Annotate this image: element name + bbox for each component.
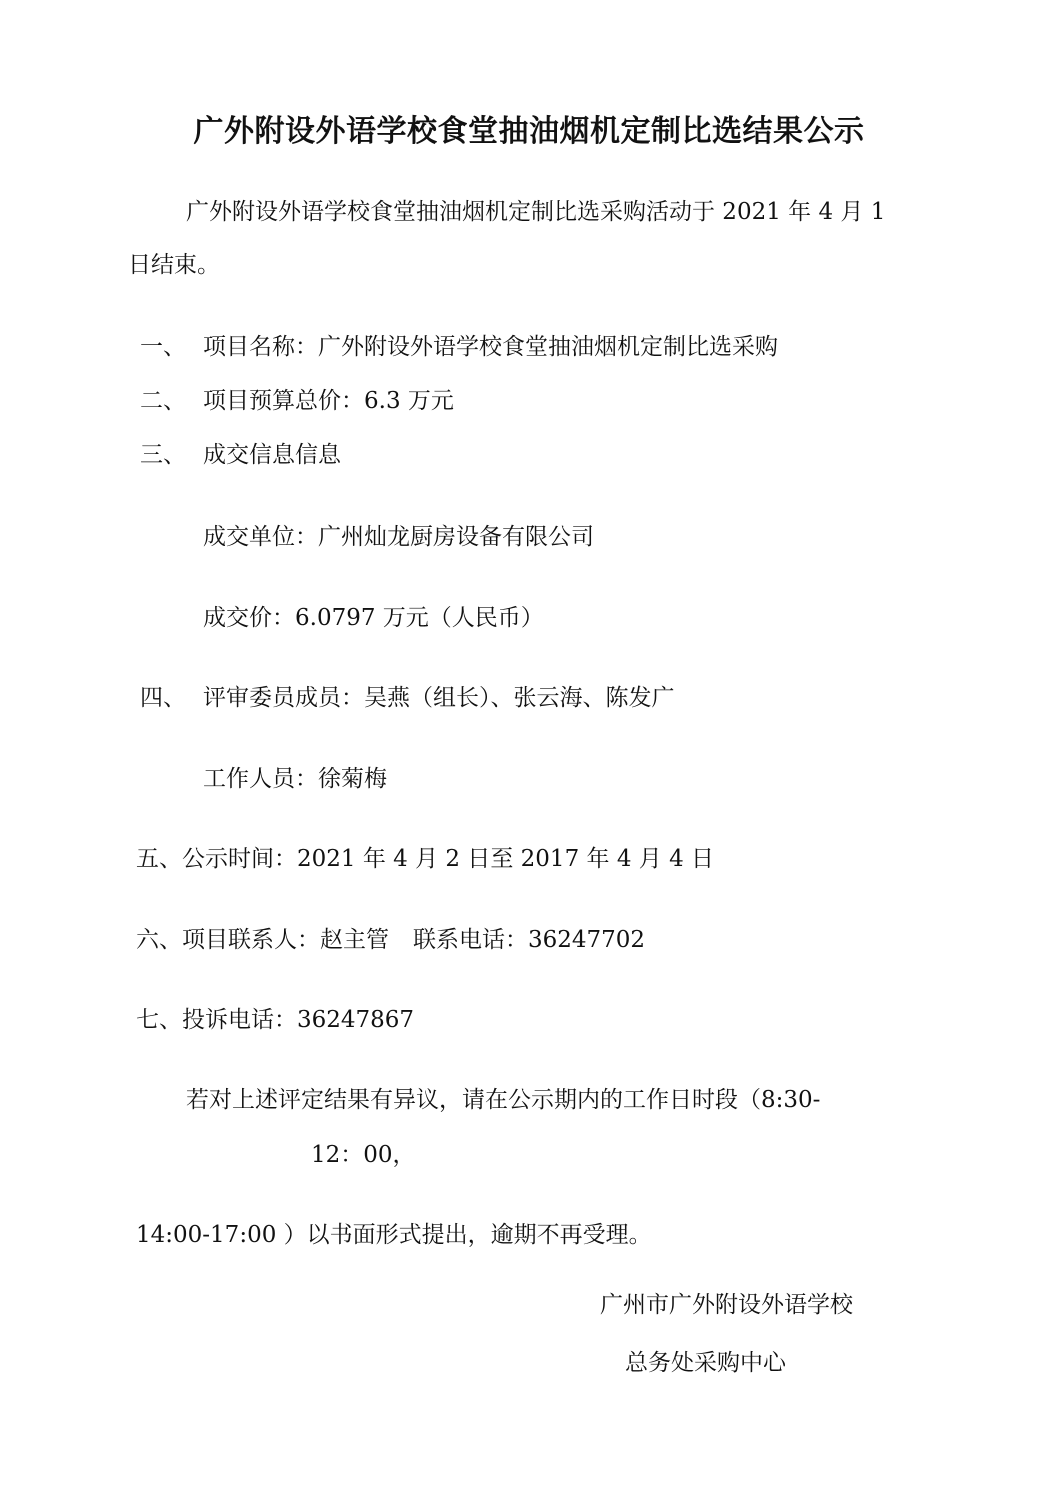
complaint-phone: 七、投诉电话：36247867: [136, 1007, 415, 1033]
item-marker: 四、: [140, 685, 186, 711]
item-marker: 三、: [140, 442, 186, 468]
intro-line-2: 日结束。: [128, 252, 220, 278]
item-text: 项目名称：广外附设外语学校食堂抽油烟机定制比选采购: [203, 334, 778, 360]
item-text: 成交信息信息: [203, 442, 341, 468]
staff-line: 工作人员：徐菊梅: [203, 766, 387, 792]
item-text: 评审委员成员：吴燕（组长）、张云海、陈发广: [203, 685, 675, 711]
objection-line-3: 14:00-17:00 ）以书面形式提出，逾期不再受理。: [136, 1222, 652, 1248]
item-deal-info: [140, 440, 341, 470]
deal-price: 成交价：6.0797 万元（人民币）: [203, 605, 544, 631]
publicity-time: 五、公示时间：2021 年 4 月 2 日至 2017 年 4 月 4 日: [136, 846, 715, 872]
signature-org: 广州市广外附设外语学校: [600, 1292, 853, 1318]
item-marker: 二、: [140, 388, 186, 414]
objection-line-2: 12：00，: [311, 1142, 416, 1168]
contact-phone: 联系电话：36247702: [413, 927, 646, 953]
deal-unit: 成交单位：广州灿龙厨房设备有限公司: [203, 524, 594, 550]
signature-dept: 总务处采购中心: [625, 1350, 786, 1376]
intro-line-1: 广外附设外语学校食堂抽油烟机定制比选采购活动于 2021 年 4 月 1: [186, 199, 886, 225]
page-title: 广外附设外语学校食堂抽油烟机定制比选结果公示: [193, 114, 865, 149]
item-project-name: [140, 332, 778, 362]
item-budget: [140, 386, 454, 416]
item-text: 项目预算总价：6.3 万元: [203, 388, 454, 414]
contact-person: 六、项目联系人：赵主管: [136, 927, 389, 953]
item-marker: 一、: [140, 334, 186, 360]
objection-line-1: 若对上述评定结果有异议，请在公示期内的工作日时段（8:30-: [186, 1087, 821, 1113]
contact-line: [136, 925, 645, 955]
item-committee: [140, 683, 675, 713]
